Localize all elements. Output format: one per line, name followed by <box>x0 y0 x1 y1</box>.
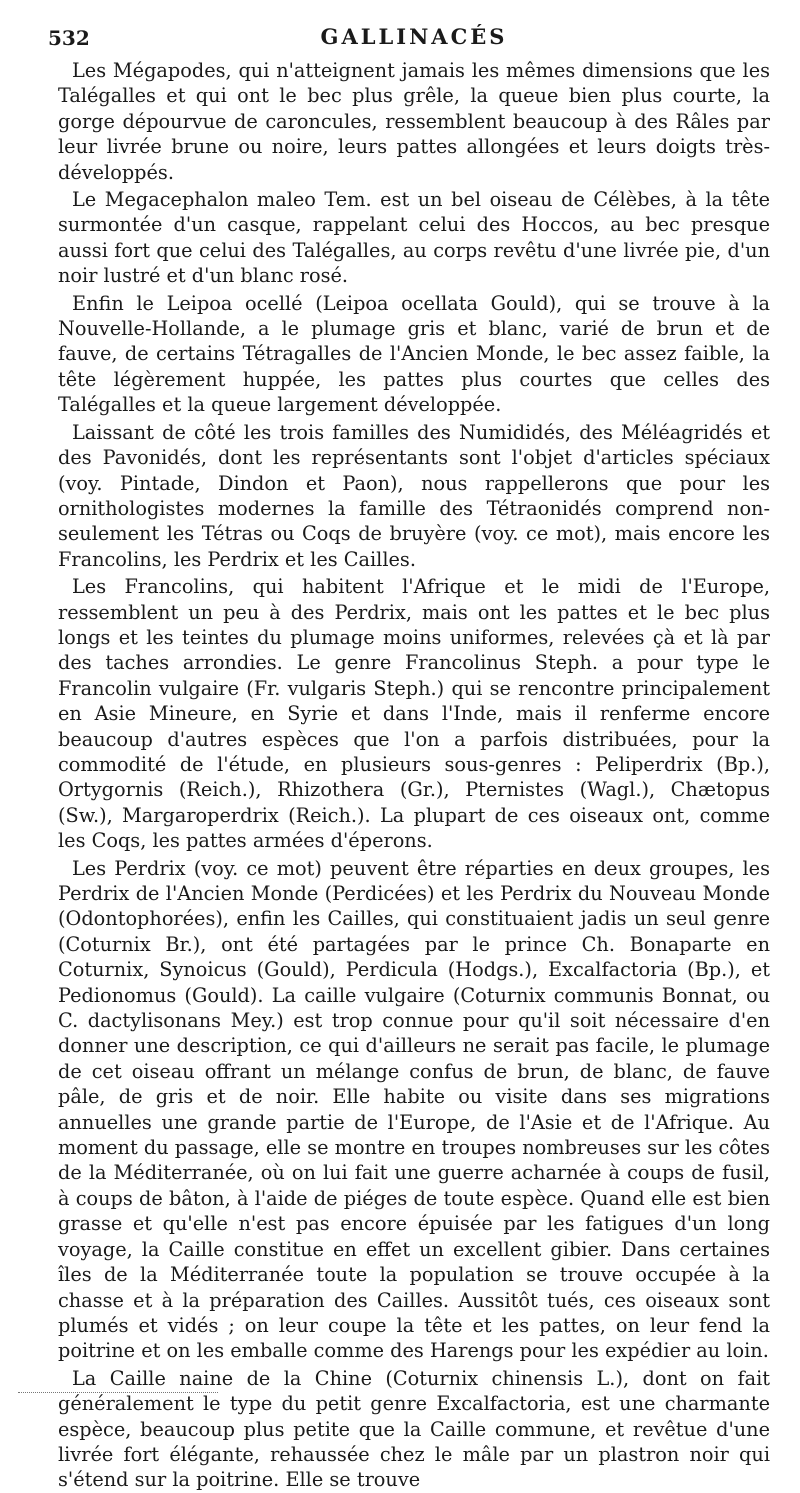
page-number: 532 <box>48 26 90 50</box>
paragraph-leipoa: Enfin le Leipoa ocellé (Leipoa ocellata Gould), qui se trouve à la Nouvelle-Hollande, a le plumage gris et blanc, varié de brun et de fauve, de certains Tétragalles de l'Ancien Monde, le bec assez faible, la tête légèrement huppée, les pattes plus courtes que celles des Talégalles et la queue largement développée. <box>58 291 770 417</box>
running-head: GALLINACÉS <box>320 24 508 49</box>
paragraph-perdrix-cailles: Les Perdrix (voy. ce mot) peuvent être réparties en deux groupes, les Perdrix de l'Ancien Monde (Perdicées) et les Perdrix du Nouveau Monde (Odontophorées), enfin les Cailles, qui constituaient jadis un seul genre (Coturnix Br.), ont été partagées par le prince Ch. Bonaparte en Coturnix, Synoicus (Gould), Perdicula (Hodgs.), Excalfactoria (Bp.), et Pedionomus (Gould). La caille vulgaire (Coturnix communis Bonnat, ou C. dactylisonans Mey.) est trop connue pour qu'il soit nécessaire d'en donner une description, ce qui d'ailleurs ne serait pas facile, le plumage de cet oiseau offrant un mélange confus de brun, de blanc, de fauve pâle, de gris et de noir. Elle habite ou visite dans ses migrations annuelles une grande partie de l'Europe, de l'Asie et de l'Afrique. Au moment du passage, elle se montre en troupes nombreuses sur les côtes de la Méditerranée, où on lui fait une guerre acharnée à coups de fusil, à coups de bâton, à l'aide de piéges de toute espèce. Quand elle est bien grasse et qu'elle n'est pas encore épuisée par les fatigues d'un long voyage, la Caille constitue en effet un excellent gibier. Dans certaines îles de la Méditerranée toute la population se trouve occupée à la chasse et à la préparation des Cailles. Aussitôt tués, ces oiseaux sont plumés et vidés ; on leur coupe la tête et les pattes, on leur fend la poitrine et on les emballe comme des Harengs pour les expédier au loin. <box>58 856 770 1363</box>
book-page <box>48 22 770 1493</box>
paragraph-tetraonides: Laissant de côté les trois familles des Numididés, des Méléagridés et des Pavonidés, dont les représentants sont l'objet d'articles spéciaux (voy. Pintade, Dindon et Paon), nous rappellerons que pour les ornithologistes modernes la famille des Tétraonidés comprend non-seulement les Tétras ou Coqs de bruyère (voy. ce mot), mais encore les Francolins, les Perdrix et les Cailles. <box>58 420 770 571</box>
footnote-divider <box>18 1392 218 1393</box>
paragraph-caille-naine: La Caille naine de la Chine (Coturnix chinensis L.), dont on fait généralement le type du petit genre Excalfactoria, est une charmante espèce, beaucoup plus petite que la Caille commune, et revêtue d'une livrée fort élégante, rehaussée chez le mâle par un plastron noir qui s'étend sur la poitrine. Elle se trouve <box>58 1366 770 1492</box>
paragraph-megapodes: Les Mégapodes, qui n'atteignent jamais les mêmes dimensions que les Talégalles et qui ont le bec plus grêle, la queue bien plus courte, la gorge dépourvue de caroncules, ressemblent beaucoup à des Râles par leur livrée brune ou noire, leurs pattes allongées et leurs doigts très-développés. <box>58 59 770 184</box>
paragraph-megacephalon: Le Megacephalon maleo Tem. est un bel oiseau de Célèbes, à la tête surmontée d'un casque, rappelant celui des Hoccos, au bec presque aussi fort que celui des Talégalles, au corps revêtu d'une livrée pie, d'un noir lustré et d'un blanc rosé. <box>58 188 770 288</box>
page-header <box>48 22 770 54</box>
paragraph-francolins: Les Francolins, qui habitent l'Afrique et le midi de l'Europe, ressemblent un peu à des Perdrix, mais ont les pattes et le bec plus longs et les teintes du plumage moins uniformes, relevées çà et là par des taches arrondies. Le genre Francolinus Steph. a pour type le Francolin vulgaire (Fr. vulgaris Steph.) qui se rencontre principalement en Asie Mineure, en Syrie et dans l'Inde, mais il renferme encore beaucoup d'autres espèces que l'on a parfois distribuées, pour la commodité de l'étude, en plusieurs sous-genres : Peliperdrix (Bp.), Ortygornis (Reich.), Rhizothera (Gr.), Pternistes (Wagl.), Chætopus (Sw.), Margaroperdrix (Reich.). La plupart de ces oiseaux ont, comme les Coqs, les pattes armées d'éperons. <box>58 575 770 853</box>
